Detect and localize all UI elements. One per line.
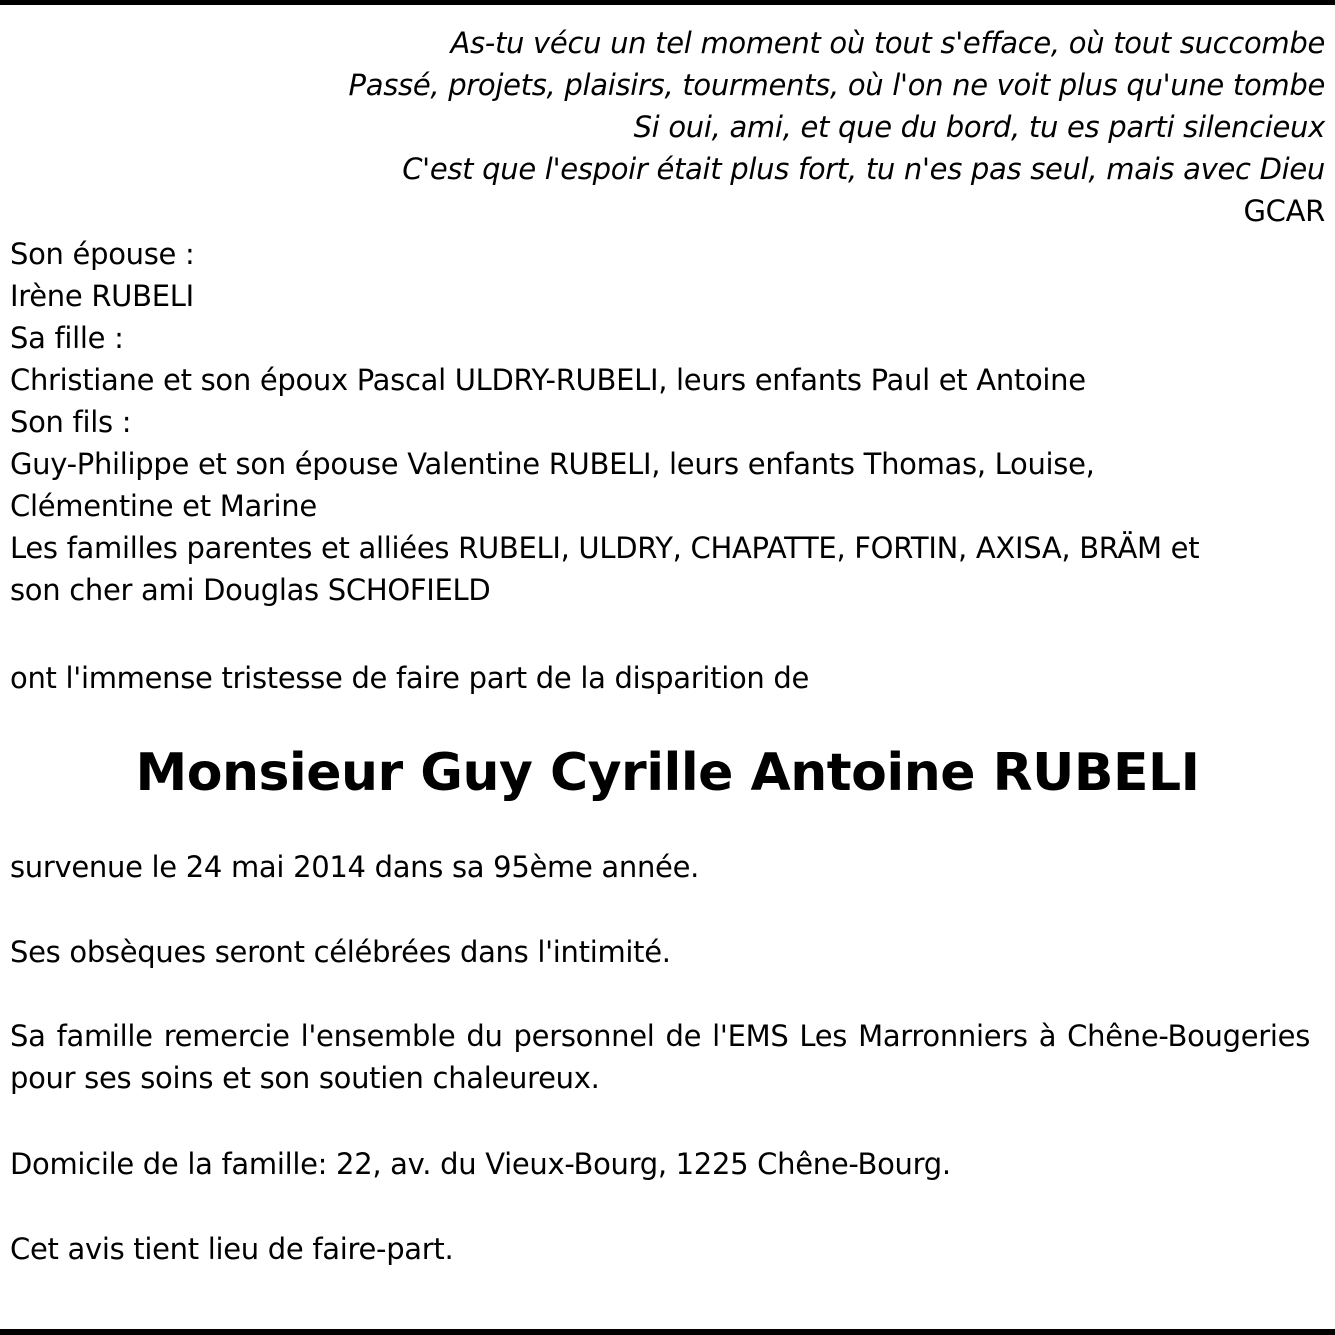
poem-line: Passé, projets, plaisirs, tourments, où l'on ne voit plus qu'une tombe (348, 68, 1325, 102)
closing-text: Cet avis tient lieu de faire-part. (10, 1232, 454, 1266)
poem-line: C'est que l'espoir était plus fort, tu n'es pas seul, mais avec Dieu (402, 152, 1325, 186)
date-of-death-text: survenue le 24 mai 2014 dans sa 95ème année. (10, 850, 700, 884)
bottom-border-rule (0, 1329, 1335, 1335)
announcement-text: ont l'immense tristesse de faire part de la disparition de (10, 661, 810, 695)
family-line: son cher ami Douglas SCHOFIELD (10, 573, 491, 607)
poem-line: Si oui, ami, et que du bord, tu es parti silencieux (633, 110, 1325, 144)
memorial-poem (25, 22, 1325, 232)
family-line: Son fils : (10, 405, 132, 439)
family-line: Son épouse : (10, 237, 195, 271)
family-line: Christiane et son époux Pascal ULDRY-RUBELI, leurs enfants Paul et Antoine (10, 363, 1086, 397)
thanks-paragraph: Sa famille remercie l'ensemble du personnel de l'EMS Les Marronniers à Chêne-Bougeries pour ses soins et son soutien chaleureux. (10, 1019, 1310, 1095)
family-line: Sa fille : (10, 321, 124, 355)
poem-line: As-tu vécu un tel moment où tout s'efface, où tout succombe (450, 26, 1325, 60)
family-line: Clémentine et Marine (10, 489, 317, 523)
family-members-list (10, 233, 1310, 611)
top-border-rule (0, 0, 1335, 5)
family-address-text: Domicile de la famille: 22, av. du Vieux-Bourg, 1225 Chêne-Bourg. (10, 1147, 951, 1181)
poem-author: GCAR (1243, 194, 1325, 228)
family-line: Les familles parentes et alliées RUBELI, ULDRY, CHAPATTE, FORTIN, AXISA, BRÄM et (10, 531, 1200, 565)
funeral-text: Ses obsèques seront célébrées dans l'intimité. (10, 935, 671, 969)
deceased-name-heading: Monsieur Guy Cyrille Antoine RUBELI (135, 743, 1200, 803)
family-line: Irène RUBELI (10, 279, 194, 313)
family-line: Guy-Philippe et son épouse Valentine RUBELI, leurs enfants Thomas, Louise, (10, 447, 1095, 481)
